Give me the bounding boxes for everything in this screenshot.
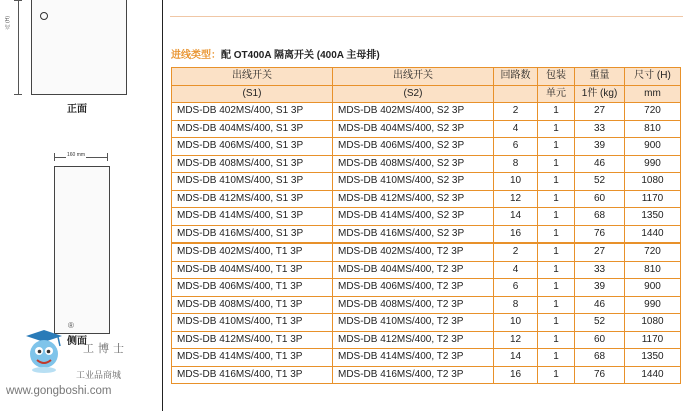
table-cell: 12	[494, 190, 538, 208]
table-cell: MDS-DB 404MS/400, S1 3P	[172, 120, 333, 138]
table-cell: MDS-DB 408MS/400, S2 3P	[333, 155, 494, 173]
table-row	[172, 155, 681, 173]
front-view-cabinet	[31, 0, 127, 95]
website-watermark: www.gongboshi.com	[6, 385, 112, 397]
table-cell: 39	[575, 279, 625, 297]
table-cell: 33	[575, 120, 625, 138]
table-cell: MDS-DB 408MS/400, T2 3P	[333, 296, 494, 314]
table-cell: MDS-DB 404MS/400, T1 3P	[172, 261, 333, 279]
brand-name: 工博士	[83, 342, 128, 355]
table-cell: 52	[575, 314, 625, 332]
table-row	[172, 208, 681, 226]
side-view-label: 侧面	[67, 336, 87, 347]
column-header: 出线开关	[172, 68, 333, 86]
column-header-sub	[494, 85, 538, 103]
table-cell: MDS-DB 416MS/400, S1 3P	[172, 225, 333, 243]
table-cell: MDS-DB 416MS/400, S2 3P	[333, 225, 494, 243]
table-row	[172, 349, 681, 367]
table-row	[172, 296, 681, 314]
table-cell: 60	[575, 331, 625, 349]
table-cell: 16	[494, 366, 538, 384]
table-cell: MDS-DB 410MS/400, T2 3P	[333, 314, 494, 332]
table-cell: 60	[575, 190, 625, 208]
table-cell: 1170	[625, 331, 681, 349]
table-cell: 2	[494, 103, 538, 121]
table-cell: MDS-DB 410MS/400, T1 3P	[172, 314, 333, 332]
table-cell: 27	[575, 243, 625, 261]
table-cell: 33	[575, 261, 625, 279]
table-cell: MDS-DB 416MS/400, T2 3P	[333, 366, 494, 384]
table-cell: MDS-DB 406MS/400, S2 3P	[333, 138, 494, 156]
column-header: 尺寸 (H)	[625, 68, 681, 86]
side-view-cabinet	[54, 166, 110, 334]
table-cell: 12	[494, 331, 538, 349]
table-cell: 1	[538, 279, 575, 297]
table-cell: MDS-DB 414MS/400, T1 3P	[172, 349, 333, 367]
table-cell: MDS-DB 412MS/400, S2 3P	[333, 190, 494, 208]
dimension-tick	[14, 0, 22, 1]
table-cell: MDS-DB 404MS/400, T2 3P	[333, 261, 494, 279]
table-row	[172, 331, 681, 349]
table-row	[172, 279, 681, 297]
table-cell: 1350	[625, 349, 681, 367]
door-knob-icon	[40, 12, 48, 20]
shop-label: 工业品商城	[76, 370, 122, 380]
table-cell: MDS-DB 404MS/400, S2 3P	[333, 120, 494, 138]
top-separator	[170, 0, 683, 17]
table-row	[172, 366, 681, 384]
table-cell: 10	[494, 173, 538, 191]
width-dimension	[54, 153, 108, 163]
table-cell: 8	[494, 296, 538, 314]
table-cell: 1	[538, 138, 575, 156]
column-header-sub: 单元	[538, 85, 575, 103]
table-cell: MDS-DB 414MS/400, S2 3P	[333, 208, 494, 226]
feed-type-value: 配 OT400A 隔离开关 (400A 主母排)	[221, 50, 380, 61]
table-cell: 2	[494, 243, 538, 261]
feed-type-heading	[171, 46, 380, 61]
table-cell: 76	[575, 225, 625, 243]
table-cell: 14	[494, 349, 538, 367]
table-cell: 1080	[625, 314, 681, 332]
table-cell: MDS-DB 408MS/400, S1 3P	[172, 155, 333, 173]
table-cell: 1	[538, 349, 575, 367]
table-cell: 6	[494, 279, 538, 297]
table-cell: 1080	[625, 173, 681, 191]
registered-mark: ®	[68, 321, 74, 330]
table-cell: MDS-DB 412MS/400, S1 3P	[172, 190, 333, 208]
table-cell: 720	[625, 103, 681, 121]
table-cell: 52	[575, 173, 625, 191]
table-body	[172, 103, 681, 384]
table-cell: MDS-DB 412MS/400, T2 3P	[333, 331, 494, 349]
table-cell: MDS-DB 408MS/400, T1 3P	[172, 296, 333, 314]
table-cell: 16	[494, 225, 538, 243]
table-header	[172, 68, 681, 103]
column-header: 重量	[575, 68, 625, 86]
table-row	[172, 120, 681, 138]
table-row	[172, 243, 681, 261]
table-row	[172, 138, 681, 156]
column-header-sub: (S1)	[172, 85, 333, 103]
table-cell: 1	[538, 155, 575, 173]
feed-type-key: 进线类型：	[171, 50, 221, 61]
table-row	[172, 225, 681, 243]
height-dimension-label: 高 (H)	[5, 16, 11, 30]
table-cell: 1	[538, 208, 575, 226]
table-cell: 1	[538, 243, 575, 261]
table-cell: MDS-DB 406MS/400, T1 3P	[172, 279, 333, 297]
front-view-label: 正面	[67, 104, 87, 115]
table-cell: 10	[494, 314, 538, 332]
height-dimension-line	[18, 0, 19, 94]
table-cell: 1	[538, 103, 575, 121]
table-cell: 4	[494, 261, 538, 279]
table-cell: 68	[575, 349, 625, 367]
table-cell: 1	[538, 120, 575, 138]
table-cell: 6	[494, 138, 538, 156]
table-cell: 1	[538, 225, 575, 243]
table-cell: 990	[625, 296, 681, 314]
table-cell: MDS-DB 410MS/400, S2 3P	[333, 173, 494, 191]
mascot-logo-icon	[22, 328, 70, 374]
table-cell: 27	[575, 103, 625, 121]
drawing-panel	[0, 0, 163, 411]
table-cell: 1	[538, 190, 575, 208]
column-header-sub: 1件 (kg)	[575, 85, 625, 103]
table-cell: 1	[538, 173, 575, 191]
table-cell: 900	[625, 138, 681, 156]
column-header: 出线开关	[333, 68, 494, 86]
table-cell: MDS-DB 406MS/400, S1 3P	[172, 138, 333, 156]
table-row	[172, 173, 681, 191]
width-dimension-label: 160 mm	[67, 152, 86, 158]
table-cell: 1	[538, 366, 575, 384]
table-cell: 810	[625, 261, 681, 279]
table-cell: 14	[494, 208, 538, 226]
table-cell: 1440	[625, 225, 681, 243]
table-cell: 1	[538, 296, 575, 314]
table-cell: 76	[575, 366, 625, 384]
table-cell: MDS-DB 414MS/400, T2 3P	[333, 349, 494, 367]
table-cell: MDS-DB 402MS/400, T2 3P	[333, 243, 494, 261]
table-cell: 1	[538, 261, 575, 279]
table-cell: MDS-DB 402MS/400, S1 3P	[172, 103, 333, 121]
table-cell: 46	[575, 296, 625, 314]
table-row	[172, 190, 681, 208]
table-cell: 1350	[625, 208, 681, 226]
table-cell: 810	[625, 120, 681, 138]
dimension-tick	[14, 94, 22, 95]
column-header: 回路数	[494, 68, 538, 86]
table-cell: 1170	[625, 190, 681, 208]
table-cell: 46	[575, 155, 625, 173]
table-cell: 900	[625, 279, 681, 297]
table-cell: MDS-DB 414MS/400, S1 3P	[172, 208, 333, 226]
table-cell: MDS-DB 402MS/400, S2 3P	[333, 103, 494, 121]
table-cell: 1	[538, 331, 575, 349]
table-cell: MDS-DB 412MS/400, T1 3P	[172, 331, 333, 349]
table-cell: MDS-DB 410MS/400, S1 3P	[172, 173, 333, 191]
table-row	[172, 103, 681, 121]
column-header-sub: (S2)	[333, 85, 494, 103]
table-cell: MDS-DB 416MS/400, T1 3P	[172, 366, 333, 384]
table-cell: MDS-DB 406MS/400, T2 3P	[333, 279, 494, 297]
column-header-sub: mm	[625, 85, 681, 103]
table-cell: 1	[538, 314, 575, 332]
table-cell: 720	[625, 243, 681, 261]
table-cell: 1440	[625, 366, 681, 384]
table-cell: MDS-DB 402MS/400, T1 3P	[172, 243, 333, 261]
product-table	[171, 67, 681, 384]
column-header: 包装	[538, 68, 575, 86]
table-cell: 4	[494, 120, 538, 138]
table-row	[172, 261, 681, 279]
table-row	[172, 314, 681, 332]
table-cell: 990	[625, 155, 681, 173]
table-cell: 8	[494, 155, 538, 173]
table-cell: 39	[575, 138, 625, 156]
table-cell: 68	[575, 208, 625, 226]
